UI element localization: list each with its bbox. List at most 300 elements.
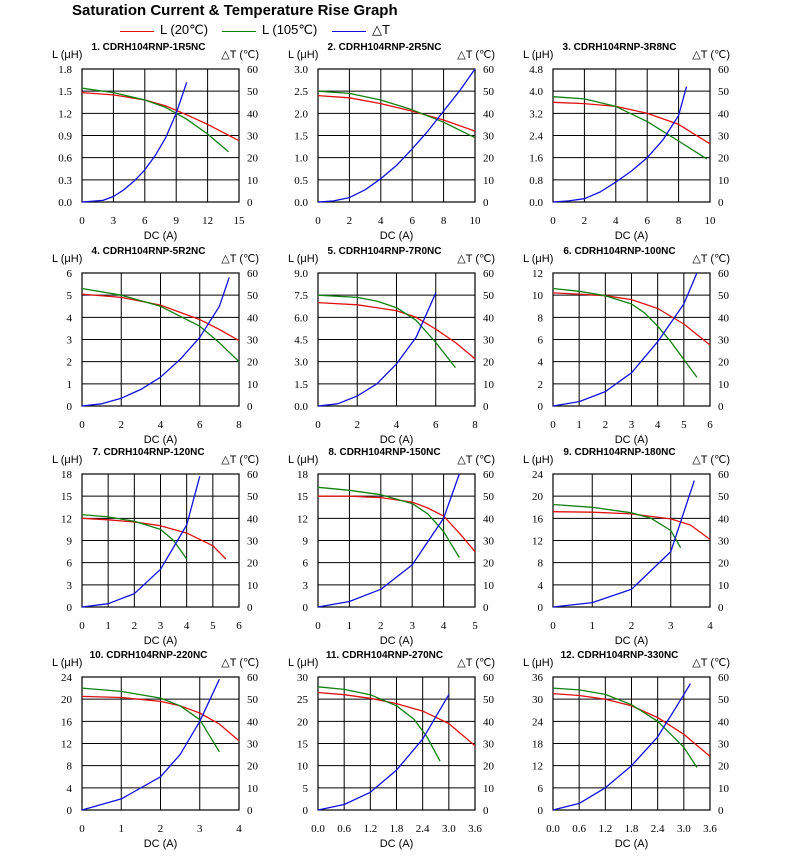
y-tick-label: 0: [537, 805, 543, 817]
y-tick-label: 4.8: [529, 64, 543, 76]
x-tick-label: 1: [346, 620, 353, 632]
x-tick-label: 8: [675, 215, 682, 227]
y2-axis-label: △T (℃): [457, 253, 495, 265]
y2-tick-label: 10: [483, 174, 494, 187]
x-tick-label: 0.6: [572, 823, 587, 835]
y2-tick-label: 30: [483, 535, 494, 548]
plot-title: 8. CDRH104RNP-150NC: [328, 447, 441, 458]
x-tick-label: 0.0: [311, 823, 325, 835]
y2-tick-label: 60: [483, 469, 494, 481]
x-axis-label: DC (A): [379, 635, 414, 647]
y2-tick-label: 50: [718, 491, 729, 504]
y2-tick-label: 60: [718, 64, 729, 76]
y-tick-label: 0.0: [58, 197, 72, 209]
y-tick-label: 9: [302, 535, 308, 548]
x-tick-label: 1.8: [389, 823, 404, 835]
y2-tick-label: 0: [718, 602, 724, 614]
y-tick-label: 12: [61, 513, 72, 526]
y2-axis-label: △T (℃): [221, 454, 259, 466]
y-tick-label: 20: [532, 491, 543, 504]
y2-tick-label: 10: [483, 782, 494, 795]
x-tick-label: 1: [589, 620, 595, 632]
y-tick-label: 10: [532, 290, 543, 303]
plot-11: [288, 650, 495, 850]
y2-tick-label: 60: [247, 268, 258, 280]
y2-axis-label: △T (℃): [221, 49, 259, 61]
y2-tick-label: 0: [483, 805, 489, 817]
y2-tick-label: 20: [483, 557, 494, 570]
plot-12: [523, 650, 730, 850]
plot-title: 3. CDRH104RNP-3R8NC: [562, 42, 677, 53]
y-tick-label: 7.5: [294, 290, 308, 303]
y-tick-label: 0.8: [529, 174, 543, 187]
y2-tick-label: 30: [718, 130, 729, 143]
y2-tick-label: 20: [718, 356, 729, 369]
y-tick-label: 0.3: [58, 174, 72, 187]
y-axis-label: L (μH): [288, 49, 319, 61]
y2-tick-label: 10: [718, 378, 729, 391]
y2-axis-label: △T (℃): [692, 253, 730, 265]
y2-tick-label: 30: [247, 535, 258, 548]
y2-tick-label: 20: [247, 152, 258, 165]
y-tick-label: 1.6: [529, 152, 543, 165]
y-tick-label: 15: [61, 491, 72, 504]
x-axis-label: DC (A): [614, 434, 649, 446]
x-tick-label: 8: [472, 419, 478, 431]
series-line-l105: [553, 688, 697, 767]
y-axis-label: L (μH): [52, 657, 83, 669]
y2-tick-label: 40: [718, 108, 729, 121]
page-title: Saturation Current & Temperature Rise Graph: [72, 2, 398, 19]
y-tick-label: 0: [66, 602, 72, 614]
series-line-l105: [318, 295, 455, 367]
y-tick-label: 10: [297, 760, 308, 773]
y2-tick-label: 10: [718, 174, 729, 187]
y2-tick-label: 50: [247, 86, 258, 99]
x-axis-label: DC (A): [614, 635, 649, 647]
y-axis-label: L (μH): [288, 253, 319, 265]
y2-tick-label: 20: [247, 760, 258, 773]
y-tick-label: 4.5: [294, 334, 308, 347]
y-tick-label: 2.0: [294, 108, 308, 121]
series-line-l105: [318, 687, 440, 761]
y2-tick-label: 40: [483, 513, 494, 526]
y2-tick-label: 30: [247, 334, 258, 347]
y-tick-label: 12: [532, 268, 543, 280]
y2-tick-label: 60: [247, 64, 258, 76]
y-tick-label: 9: [66, 535, 72, 548]
x-tick-label: 3.6: [703, 823, 717, 835]
x-axis-label: DC (A): [614, 230, 649, 242]
y-tick-label: 36: [532, 672, 543, 684]
y2-tick-label: 10: [718, 579, 729, 592]
plot-title: 5. CDRH104RNP-7R0NC: [327, 246, 442, 257]
y-tick-label: 2.5: [294, 86, 308, 99]
y-tick-label: 1.0: [294, 152, 308, 165]
y-axis-label: L (μH): [523, 49, 554, 61]
x-axis-label: DC (A): [143, 635, 178, 647]
y-tick-label: 25: [297, 694, 308, 707]
y-tick-label: 4: [537, 579, 543, 592]
y2-tick-label: 20: [718, 760, 729, 773]
x-axis-label: DC (A): [143, 230, 178, 242]
y2-tick-label: 20: [718, 152, 729, 165]
x-tick-label: 10: [704, 215, 716, 227]
y2-tick-label: 50: [718, 290, 729, 303]
series-line-dt: [318, 293, 436, 406]
x-tick-label: 8: [440, 215, 447, 227]
x-tick-label: 6: [433, 419, 439, 431]
y2-axis-label: △T (℃): [221, 253, 259, 265]
plot-10: [52, 650, 259, 850]
y-tick-label: 0.0: [294, 197, 308, 209]
y2-tick-label: 0: [718, 805, 724, 817]
y-tick-label: 0: [66, 401, 72, 413]
y2-tick-label: 40: [247, 716, 258, 729]
y-tick-label: 3.0: [294, 64, 308, 76]
y-tick-label: 6: [66, 557, 72, 570]
legend-label-l20: L (20℃): [160, 22, 209, 37]
y2-tick-label: 20: [247, 557, 258, 570]
y-tick-label: 18: [532, 738, 543, 751]
y-tick-label: 12: [532, 760, 543, 773]
series-line-dt: [82, 82, 187, 202]
x-tick-label: 15: [233, 215, 245, 227]
x-tick-label: 3: [628, 419, 635, 431]
x-tick-label: 3.6: [468, 823, 482, 835]
x-tick-label: 2.4: [415, 823, 430, 835]
y2-tick-label: 20: [483, 760, 494, 773]
y-tick-label: 3: [66, 579, 72, 592]
y2-tick-label: 60: [483, 64, 494, 76]
y-tick-label: 5: [66, 290, 72, 303]
series-line-l20: [82, 93, 239, 141]
y2-tick-label: 0: [483, 401, 489, 413]
series-line-l105: [318, 487, 459, 557]
y2-tick-label: 40: [247, 513, 258, 526]
x-tick-label: 0: [315, 620, 321, 632]
y-tick-label: 3.2: [529, 108, 543, 121]
y-tick-label: 0.9: [58, 130, 72, 143]
x-tick-label: 0: [315, 419, 321, 431]
y-tick-label: 2.4: [529, 130, 543, 143]
x-tick-label: 6: [197, 419, 203, 431]
y-tick-label: 0.5: [294, 174, 308, 187]
y2-axis-label: △T (℃): [692, 657, 730, 669]
y2-axis-label: △T (℃): [692, 49, 730, 61]
x-tick-label: 3: [409, 620, 415, 632]
y-tick-label: 18: [61, 469, 72, 481]
x-tick-label: 5: [681, 419, 687, 431]
x-tick-label: 0.6: [337, 823, 352, 835]
series-line-dt: [553, 684, 690, 810]
x-tick-label: 2: [628, 620, 635, 632]
y2-axis-label: △T (℃): [221, 657, 259, 669]
x-tick-label: 6: [409, 215, 415, 227]
y-tick-label: 12: [61, 738, 72, 751]
x-tick-label: 2: [354, 419, 360, 431]
y-tick-label: 0: [66, 805, 72, 817]
y2-tick-label: 50: [718, 694, 729, 707]
x-tick-label: 6: [142, 215, 148, 227]
y2-tick-label: 60: [483, 268, 494, 280]
y-tick-label: 15: [297, 738, 308, 751]
plot-title: 4. CDRH104RNP-5R2NC: [91, 246, 206, 257]
y2-tick-label: 40: [718, 312, 729, 325]
y2-tick-label: 40: [483, 108, 494, 121]
y-tick-label: 1.2: [58, 108, 72, 121]
x-tick-label: 2: [378, 620, 384, 632]
x-tick-label: 3: [197, 823, 203, 835]
x-tick-label: 2: [131, 620, 138, 632]
y2-tick-label: 0: [247, 602, 253, 614]
x-tick-label: 3.0: [441, 823, 456, 835]
y2-tick-label: 60: [718, 268, 729, 280]
y-axis-label: L (μH): [52, 454, 83, 466]
x-tick-label: 6: [236, 620, 242, 632]
y-tick-label: 24: [532, 716, 543, 729]
y2-tick-label: 10: [247, 378, 258, 391]
x-tick-label: 3: [668, 620, 674, 632]
series-line-l105: [553, 289, 697, 378]
y-tick-label: 6: [302, 557, 308, 570]
plot-9: [523, 447, 730, 647]
y-tick-label: 9.0: [294, 268, 308, 280]
series-line-dt: [553, 87, 687, 202]
x-tick-label: 12: [202, 215, 214, 227]
x-axis-label: DC (A): [143, 434, 178, 446]
y-tick-label: 2: [66, 356, 72, 369]
x-tick-label: 1.2: [363, 823, 378, 835]
x-tick-label: 4: [654, 419, 661, 431]
y2-tick-label: 60: [483, 672, 494, 684]
y-tick-label: 0: [537, 401, 543, 413]
series-line-l20: [553, 102, 710, 144]
y-tick-label: 1.5: [58, 86, 72, 99]
y2-tick-label: 60: [247, 672, 258, 684]
y-axis-label: L (μH): [288, 657, 319, 669]
x-tick-label: 4: [183, 620, 190, 632]
y-tick-label: 12: [297, 513, 308, 526]
y-tick-label: 16: [532, 513, 543, 526]
y-tick-label: 4: [66, 312, 72, 325]
series-line-l20: [318, 496, 475, 551]
y-tick-label: 1.5: [294, 378, 308, 391]
y2-tick-label: 40: [718, 513, 729, 526]
y2-tick-label: 0: [483, 197, 489, 209]
plot-title: 1. CDRH104RNP-1R5NC: [91, 42, 206, 53]
y-axis-label: L (μH): [523, 253, 554, 265]
x-tick-label: 2: [346, 215, 353, 227]
y2-tick-label: 20: [247, 356, 258, 369]
x-tick-label: 3: [157, 620, 164, 632]
series-line-l105: [318, 91, 475, 138]
legend-label-dt: △T: [372, 22, 390, 37]
plot-6: [523, 246, 730, 446]
y2-tick-label: 60: [718, 469, 729, 481]
y-tick-label: 6.0: [294, 312, 308, 325]
y-tick-label: 24: [532, 469, 543, 481]
y2-tick-label: 30: [483, 130, 494, 143]
x-tick-label: 4: [613, 215, 619, 227]
y2-tick-label: 30: [718, 535, 729, 548]
y-tick-label: 3.0: [294, 356, 308, 369]
y-tick-label: 0: [302, 602, 308, 614]
y2-axis-label: △T (℃): [457, 657, 495, 669]
y-tick-label: 5: [302, 782, 308, 795]
y2-tick-label: 20: [483, 152, 494, 165]
y2-tick-label: 40: [247, 108, 258, 121]
x-tick-label: 4: [440, 620, 447, 632]
y2-tick-label: 50: [483, 86, 494, 99]
y-tick-label: 3: [302, 579, 308, 592]
y-axis-label: L (μH): [523, 454, 554, 466]
x-axis-label: DC (A): [614, 838, 649, 850]
y-tick-label: 2: [537, 378, 543, 391]
y2-tick-label: 30: [483, 738, 494, 751]
x-axis-label: DC (A): [379, 230, 414, 242]
plot-8: [288, 447, 495, 647]
y-tick-label: 0: [537, 602, 543, 614]
x-tick-label: 2.4: [650, 823, 665, 835]
plot-3: [523, 42, 730, 242]
series-line-dt: [318, 695, 449, 810]
y2-tick-label: 30: [718, 738, 729, 751]
y-tick-label: 1.8: [58, 64, 72, 76]
y2-axis-label: △T (℃): [692, 454, 730, 466]
y2-tick-label: 30: [247, 130, 258, 143]
y-tick-label: 1.5: [294, 130, 308, 143]
x-tick-label: 0: [550, 620, 556, 632]
plot-title: 6. CDRH104RNP-100NC: [563, 246, 676, 257]
y2-axis-label: △T (℃): [457, 49, 495, 61]
x-tick-label: 2: [581, 215, 588, 227]
x-tick-label: 0: [79, 215, 85, 227]
y2-tick-label: 40: [718, 716, 729, 729]
x-tick-label: 1: [576, 419, 582, 431]
x-tick-label: 1: [118, 823, 124, 835]
x-tick-label: 1.8: [624, 823, 639, 835]
x-tick-label: 4: [236, 823, 242, 835]
x-axis-label: DC (A): [379, 838, 414, 850]
y-tick-label: 8: [537, 312, 543, 325]
x-axis-label: DC (A): [143, 838, 178, 850]
y2-tick-label: 10: [483, 579, 494, 592]
y2-tick-label: 50: [247, 694, 258, 707]
x-tick-label: 0: [79, 419, 85, 431]
y-tick-label: 12: [532, 535, 543, 548]
y-tick-label: 20: [61, 694, 72, 707]
x-tick-label: 5: [472, 620, 478, 632]
y2-tick-label: 50: [483, 694, 494, 707]
y-tick-label: 4: [66, 782, 72, 795]
plot-5: [288, 246, 495, 446]
legend-label-l105: L (105℃): [262, 22, 318, 37]
y-tick-label: 0: [302, 805, 308, 817]
x-tick-label: 10: [469, 215, 481, 227]
y2-tick-label: 20: [718, 557, 729, 570]
plot-7: [52, 447, 259, 647]
y-tick-label: 18: [297, 469, 308, 481]
y2-tick-label: 60: [247, 469, 258, 481]
y-tick-label: 20: [297, 716, 308, 729]
x-tick-label: 0: [550, 215, 556, 227]
x-axis-label: DC (A): [379, 434, 414, 446]
y-tick-label: 30: [297, 672, 308, 684]
series-line-l105: [553, 505, 681, 548]
x-tick-label: 0: [79, 620, 85, 632]
x-tick-label: 0: [79, 823, 85, 835]
x-tick-label: 3: [110, 215, 117, 227]
y2-tick-label: 30: [247, 738, 258, 751]
plot-title: 10. CDRH104RNP-220NC: [89, 650, 208, 661]
x-tick-label: 4: [393, 419, 400, 431]
y2-tick-label: 50: [247, 290, 258, 303]
y2-tick-label: 60: [718, 672, 729, 684]
y2-tick-label: 50: [247, 491, 258, 504]
y2-tick-label: 50: [483, 290, 494, 303]
y2-axis-label: △T (℃): [457, 454, 495, 466]
y2-tick-label: 20: [483, 356, 494, 369]
x-tick-label: 4: [707, 620, 713, 632]
y-axis-label: L (μH): [52, 49, 83, 61]
x-tick-label: 8: [236, 419, 242, 431]
y2-tick-label: 0: [247, 805, 253, 817]
y2-tick-label: 40: [247, 312, 258, 325]
y2-tick-label: 10: [247, 782, 258, 795]
y-tick-label: 30: [532, 694, 543, 707]
y-tick-label: 3: [66, 334, 72, 347]
plot-title: 11. CDRH104RNP-270NC: [325, 650, 444, 661]
y-tick-label: 24: [61, 672, 72, 684]
y2-tick-label: 0: [483, 602, 489, 614]
x-tick-label: 2: [118, 419, 124, 431]
y-tick-label: 4.0: [529, 86, 543, 99]
x-tick-label: 6: [644, 215, 650, 227]
y-tick-label: 0.0: [294, 401, 308, 413]
series-line-dt: [553, 481, 694, 607]
y-tick-label: 8: [537, 557, 543, 570]
x-tick-label: 1.2: [598, 823, 613, 835]
y2-tick-label: 10: [247, 579, 258, 592]
y2-tick-label: 50: [483, 491, 494, 504]
y2-tick-label: 10: [718, 782, 729, 795]
y2-tick-label: 40: [483, 716, 494, 729]
plot-title: 12. CDRH104RNP-330NC: [560, 650, 679, 661]
series-line-l105: [82, 688, 219, 752]
x-tick-label: 1: [105, 620, 111, 632]
x-tick-label: 2: [602, 419, 609, 431]
y-axis-label: L (μH): [523, 657, 554, 669]
plot-title: 2. CDRH104RNP-2R5NC: [327, 42, 442, 53]
y-tick-label: 4: [537, 356, 543, 369]
x-tick-label: 0: [315, 215, 321, 227]
y-tick-label: 1: [66, 378, 72, 391]
x-tick-label: 6: [707, 419, 713, 431]
y-tick-label: 6: [537, 334, 543, 347]
y-axis-label: L (μH): [288, 454, 319, 466]
y-tick-label: 6: [66, 268, 72, 280]
series-line-dt: [82, 277, 229, 406]
x-tick-label: 4: [378, 215, 384, 227]
y-tick-label: 15: [297, 491, 308, 504]
series-line-l20: [82, 518, 226, 559]
y2-tick-label: 30: [718, 334, 729, 347]
plot-1: [52, 42, 259, 242]
y2-tick-label: 0: [718, 197, 724, 209]
series-line-l105: [82, 88, 229, 152]
plot-title: 9. CDRH104RNP-180NC: [563, 447, 676, 458]
